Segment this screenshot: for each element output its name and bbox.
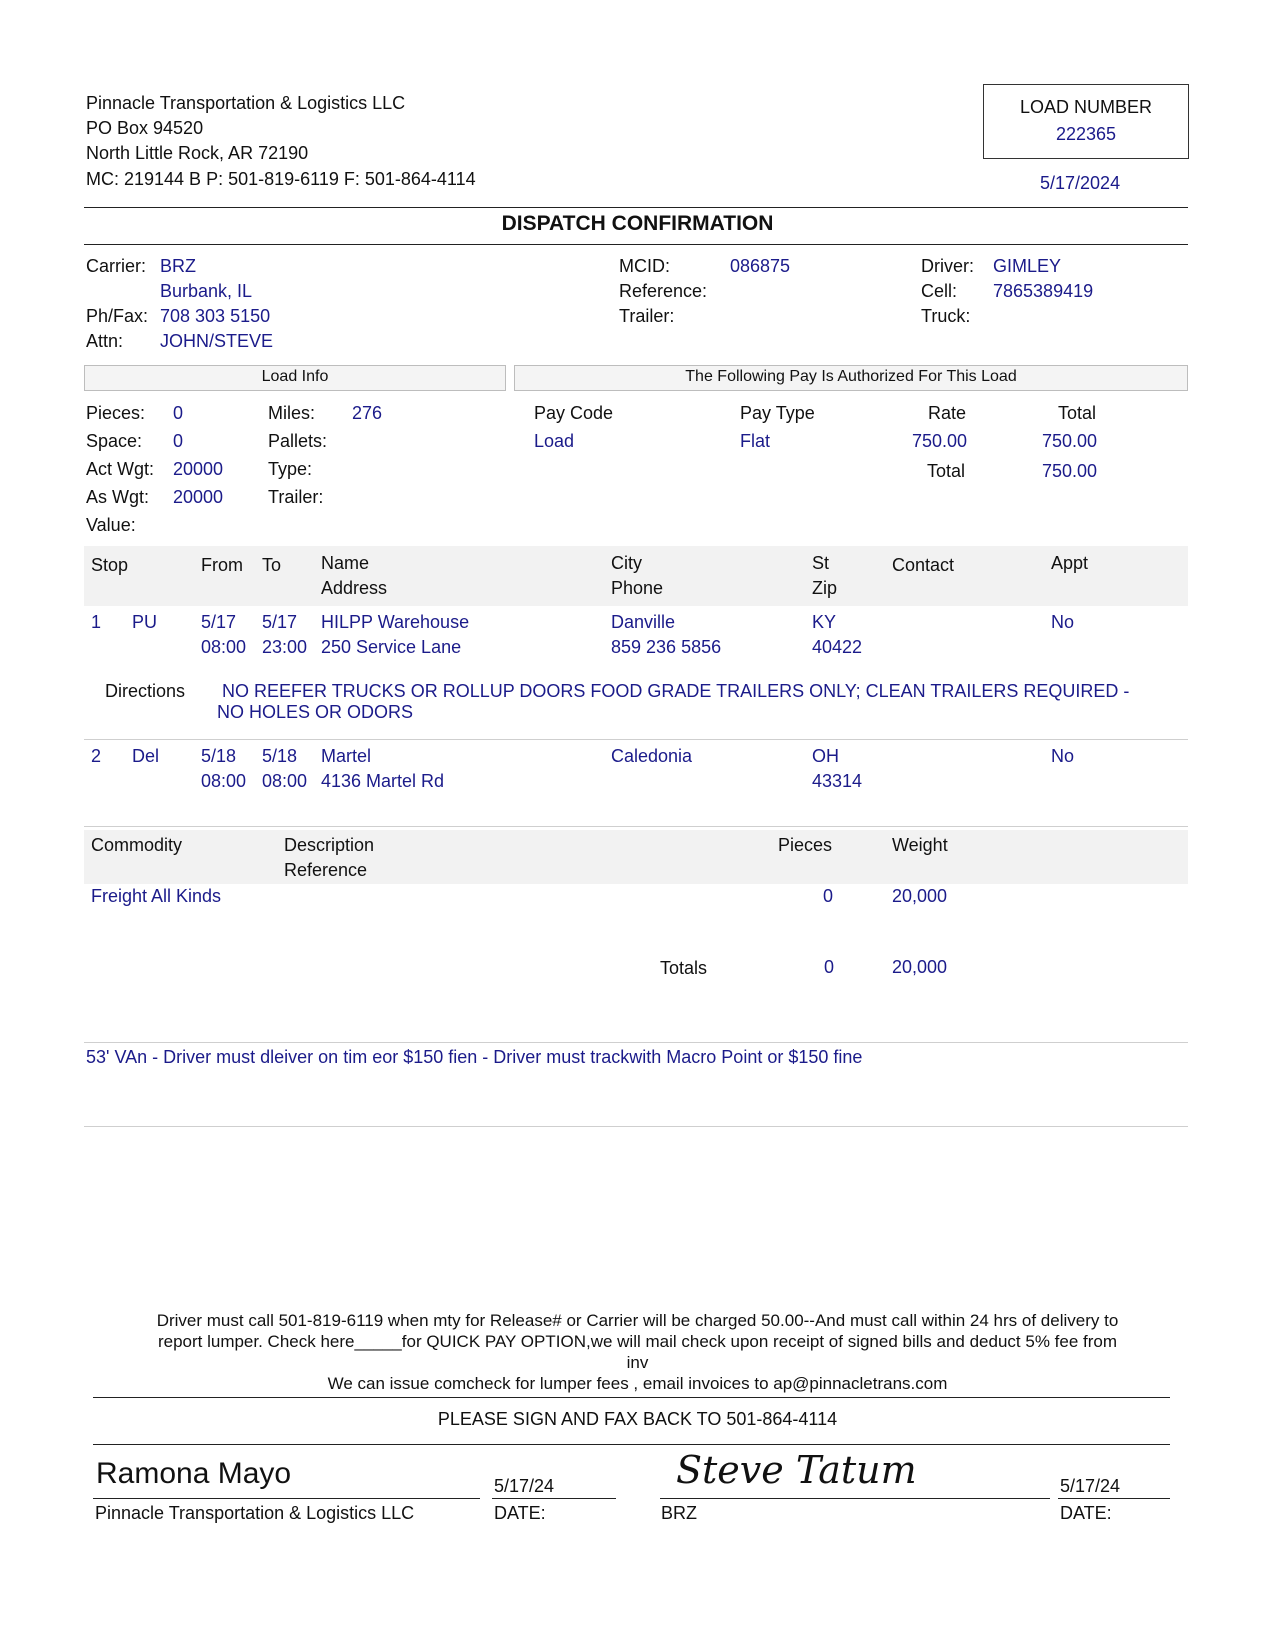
pay-header: The Following Pay Is Authorized For This Load xyxy=(514,365,1188,391)
stop-to-time: 08:00 xyxy=(262,771,308,791)
carrier-label: Carrier: xyxy=(86,256,147,276)
attn-label: Attn: xyxy=(86,331,124,351)
title-rule-top xyxy=(84,207,1188,208)
stop-address: 4136 Martel Rd xyxy=(321,771,445,791)
footer-line-2: report lumper. Check here_____for QUICK PAY OPTION,we will mail check upon receipt of signed bills and deduct 5% fee from xyxy=(157,1332,1118,1351)
directions-line-2: NO HOLES OR ODORS xyxy=(217,702,414,722)
footer-line-3: inv xyxy=(626,1353,649,1372)
carrier-city: Burbank, IL xyxy=(160,281,253,301)
truck-label: Truck: xyxy=(921,306,971,326)
carrier-date-line xyxy=(1058,1498,1170,1499)
commodity-col-weight: Weight xyxy=(892,835,948,855)
pinnacle-signer-org: Pinnacle Transportation & Logistics LLC xyxy=(95,1503,415,1523)
stops-col-from: From xyxy=(201,555,243,575)
pinnacle-signer-name: Ramona Mayo xyxy=(96,1457,292,1490)
actwgt-label: Act Wgt: xyxy=(86,459,155,479)
stop-address: 250 Service Lane xyxy=(321,637,462,657)
directions-label: Directions xyxy=(105,681,186,701)
sign-fax-instruction: PLEASE SIGN AND FAX BACK TO 501-864-4114 xyxy=(437,1409,838,1429)
stop-zip: 43314 xyxy=(812,771,863,791)
load-notes: 53' VAn - Driver must dleiver on tim eor $150 fien - Driver must trackwith Macro Point or $150 fine xyxy=(86,1047,863,1067)
carrier-signature: Steve Tatum xyxy=(676,1448,917,1492)
pay-grand-total: 750.00 xyxy=(1042,461,1098,481)
pay-rate-header: Rate xyxy=(928,403,967,423)
mcid-label: MCID: xyxy=(619,256,670,276)
stop-city: Caledonia xyxy=(611,746,693,766)
cell-value: 7865389419 xyxy=(993,281,1094,301)
stops-col-city: City xyxy=(611,553,642,573)
pay-total-header: Total xyxy=(1058,403,1097,423)
pay-code: Load xyxy=(534,431,575,451)
cell-label: Cell: xyxy=(921,281,958,301)
stop-zip: 40422 xyxy=(812,637,863,657)
commodity-col-reference: Reference xyxy=(284,860,368,880)
stop-from-time: 08:00 xyxy=(201,637,247,657)
directions-line-1: NO REEFER TRUCKS OR ROLLUP DOORS FOOD GRADE TRAILERS ONLY; CLEAN TRAILERS REQUIRED - xyxy=(222,681,1130,701)
stop-type: Del xyxy=(132,746,160,766)
stop-phone: 859 236 5856 xyxy=(611,637,722,657)
commodity-name: Freight All Kinds xyxy=(91,886,222,906)
pay-type-header: Pay Type xyxy=(740,403,815,423)
pieces-label: Pieces: xyxy=(86,403,146,423)
company-contact: MC: 219144 B P: 501-819-6119 F: 501-864-4114 xyxy=(86,169,476,189)
stops-col-st: St xyxy=(812,553,830,573)
commodity-pieces: 0 xyxy=(823,886,834,906)
pay-rate: 750.00 xyxy=(912,431,968,451)
totals-label: Totals xyxy=(660,958,708,978)
pallets-label: Pallets: xyxy=(268,431,328,451)
stop-appt: No xyxy=(1051,612,1075,632)
pay-code-header: Pay Code xyxy=(534,403,614,423)
stops-col-stop: Stop xyxy=(91,555,129,575)
load-number: 222365 xyxy=(1055,124,1117,144)
company-name: Pinnacle Transportation & Logistics LLC xyxy=(86,93,406,113)
stops-col-contact: Contact xyxy=(892,555,955,575)
attn-value: JOHN/STEVE xyxy=(160,331,274,351)
carrier-date-label: DATE: xyxy=(1060,1503,1112,1523)
notes-divider-bottom xyxy=(84,1126,1188,1127)
stop-type: PU xyxy=(132,612,158,632)
commodity-col-pieces: Pieces xyxy=(778,835,833,855)
pieces-value: 0 xyxy=(173,403,184,423)
pinnacle-signature-line xyxy=(93,1498,480,1499)
commodity-col-commodity: Commodity xyxy=(91,835,183,855)
commodity-weight: 20,000 xyxy=(892,886,948,906)
carrier-signer-org: BRZ xyxy=(661,1503,697,1523)
stop-state: OH xyxy=(812,746,839,766)
stops-col-phone: Phone xyxy=(611,578,664,598)
carrier-sign-date: 5/17/24 xyxy=(1060,1476,1121,1496)
footer-line-1: Driver must call 501-819-6119 when mty for Release# or Carrier will be charged 50.00--And must call within 24 hrs of delivery to xyxy=(156,1311,1119,1330)
carrier-signature-line xyxy=(660,1498,1050,1499)
stop-city: Danville xyxy=(611,612,676,632)
pinnacle-date-label: DATE: xyxy=(494,1503,546,1523)
mcid-value: 086875 xyxy=(730,256,791,276)
stop-number: 1 xyxy=(91,612,102,632)
totals-weight: 20,000 xyxy=(892,957,948,977)
driver-label: Driver: xyxy=(921,256,974,276)
stop-divider xyxy=(84,739,1188,740)
miles-label: Miles: xyxy=(268,403,316,423)
footer-rule-top xyxy=(93,1397,1170,1398)
stop-to-date: 5/17 xyxy=(262,612,298,632)
stops-col-name: Name xyxy=(321,553,370,573)
stop-from-time: 08:00 xyxy=(201,771,247,791)
aswgt-label: As Wgt: xyxy=(86,487,150,507)
carrier-name: BRZ xyxy=(160,256,196,276)
page-title: DISPATCH CONFIRMATION xyxy=(501,212,774,235)
driver-value: GIMLEY xyxy=(993,256,1062,276)
stop-from-date: 5/18 xyxy=(201,746,237,766)
stop-state: KY xyxy=(812,612,837,632)
load-trailer-label: Trailer: xyxy=(268,487,324,507)
stops-col-address: Address xyxy=(321,578,388,598)
stop-from-date: 5/17 xyxy=(201,612,237,632)
company-address-2: North Little Rock, AR 72190 xyxy=(86,143,309,163)
stop-appt: No xyxy=(1051,746,1075,766)
load-date: 5/17/2024 xyxy=(1040,173,1121,193)
pay-total: 750.00 xyxy=(1042,431,1098,451)
pay-type: Flat xyxy=(740,431,771,451)
stop-name: Martel xyxy=(321,746,372,766)
stop-to-time: 23:00 xyxy=(262,637,308,657)
commodity-col-description: Description xyxy=(284,835,375,855)
load-number-label: LOAD NUMBER xyxy=(1019,97,1153,117)
trailer-label: Trailer: xyxy=(619,306,675,326)
load-info-header: Load Info xyxy=(84,365,506,391)
footer-rule-bottom xyxy=(93,1444,1170,1445)
phfax-value: 708 303 5150 xyxy=(160,306,271,326)
miles-value: 276 xyxy=(352,403,383,423)
type-label: Type: xyxy=(268,459,313,479)
aswgt-value: 20000 xyxy=(173,487,224,507)
space-label: Space: xyxy=(86,431,143,451)
value-label: Value: xyxy=(86,515,136,535)
actwgt-value: 20000 xyxy=(173,459,224,479)
commodity-divider xyxy=(84,826,1188,827)
stops-col-appt: Appt xyxy=(1051,553,1089,573)
reference-label: Reference: xyxy=(619,281,708,301)
totals-pieces: 0 xyxy=(824,957,835,977)
footer-line-4: We can issue comcheck for lumper fees , email invoices to ap@pinnacletrans.com xyxy=(327,1374,948,1393)
title-rule-bottom xyxy=(84,244,1188,245)
pinnacle-sign-date: 5/17/24 xyxy=(494,1476,555,1496)
pinnacle-date-line xyxy=(492,1498,616,1499)
pay-total-label: Total xyxy=(927,461,966,481)
notes-divider-top xyxy=(84,1042,1188,1043)
space-value: 0 xyxy=(173,431,184,451)
load-number-box xyxy=(983,84,1189,159)
stops-col-to: To xyxy=(262,555,282,575)
stop-number: 2 xyxy=(91,746,102,766)
company-address-1: PO Box 94520 xyxy=(86,118,204,138)
phfax-label: Ph/Fax: xyxy=(86,306,149,326)
stops-col-zip: Zip xyxy=(812,578,838,598)
stop-name: HILPP Warehouse xyxy=(321,612,470,632)
stop-to-date: 5/18 xyxy=(262,746,298,766)
commodity-header-band xyxy=(84,830,1188,884)
